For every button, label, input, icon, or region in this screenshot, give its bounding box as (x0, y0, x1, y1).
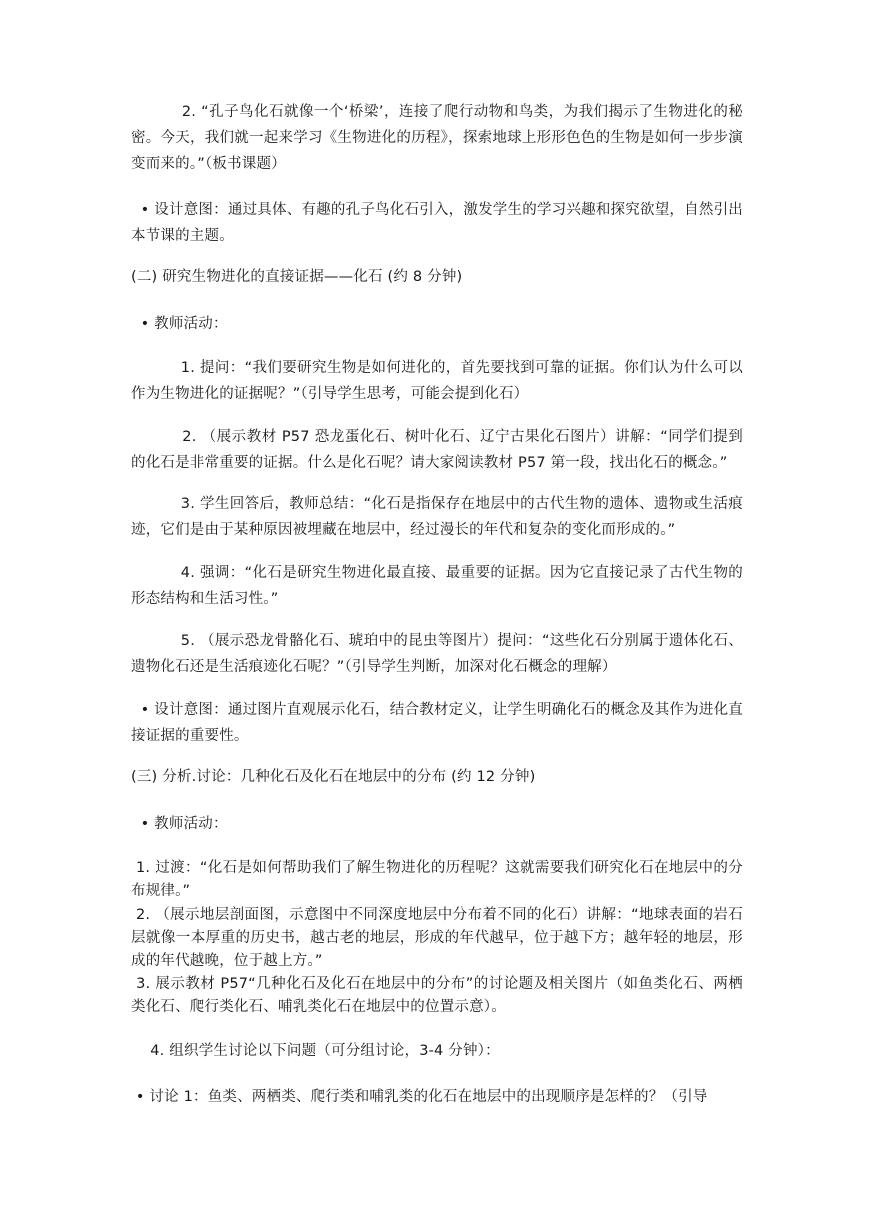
paragraph-discussion-1: • 讨论 1：鱼类、两栖类、爬行类和哺乳类的化石在地层中的出现顺序是怎样的？（引导 (131, 1089, 708, 1105)
paragraph-item-4: 4. 组织学生讨论以下问题（可分组讨论，3-4 分钟）： (131, 1043, 500, 1059)
paragraph-step-3: 3. 学生回答后，教师总结：“化石是指保存在地层中的古代生物的遗体、遗物或生活痕迹，它们是由于某种原因被埋藏在地层中，经过漫长的年代和复杂的变化而形成的。” (131, 496, 744, 538)
paragraph-design-intent-2: • 设计意图：通过图片直观展示化石，结合教材定义，让学生明确化石的概念及其作为进化直接证据的重要性。 (131, 702, 744, 744)
paragraph-step-1: 1. 提问：“我们要研究生物是如何进化的，首先要找到可靠的证据。你们认为什么可以作为生物进化的证据呢？”（引导学生思考，可能会提到化石） (131, 360, 744, 402)
paragraph-intro-continuation: 2. “孔子鸟化石就像一个‘桥梁’，连接了爬行动物和鸟类，为我们揭示了生物进化的秘密。今天，我们就一起来学习《生物进化的历程》，探索地球上形形色色的生物是如何一步步演变而来的。”（板书课题） (131, 104, 743, 172)
teacher-activity-label-2: • 教师活动： (131, 816, 228, 832)
paragraph-item-3: 3. 展示教材 P57“几种化石及化石在地层中的分布”的讨论题及相关图片（如鱼类化石、两栖类化石、爬行类化石、哺乳类化石在地层中的位置示意）。 (131, 976, 743, 1015)
paragraph-design-intent-1: • 设计意图：通过具体、有趣的孔子鸟化石引入，激发学生的学习兴趣和探究欲望，自然引出本节课的主题。 (131, 202, 744, 244)
paragraph-step-4: 4. 强调：“化石是研究生物进化最直接、最重要的证据。因为它直接记录了古代生物的形态结构和生活习性。” (131, 565, 744, 607)
section-heading-2: (二) 研究生物进化的直接证据——化石 (约 8 分钟) (131, 269, 463, 285)
paragraph-item-1: 1. 过渡：“化石是如何帮助我们了解生物进化的历程呢？这就需要我们研究化石在地层中的分布规律。” (131, 860, 743, 899)
teacher-activity-label-1: • 教师活动： (131, 316, 228, 332)
paragraph-step-5: 5. （展示恐龙骨骼化石、琥珀中的昆虫等图片）提问：“这些化石分别属于遗体化石、遗物化石还是生活痕迹化石呢？”（引导学生判断，加深对化石概念的理解） (131, 633, 744, 675)
section-heading-3: (三) 分析.讨论：几种化石及化石在地层中的分布 (约 12 分钟) (131, 769, 536, 785)
paragraph-item-2: 2. （展示地层剖面图，示意图中不同深度地层中分布着不同的化石）讲解：“地球表面的岩石层就像一本厚重的历史书，越古老的地层，形成的年代越早，位于越下方；越年轻的地层，形成的年代越晚，位于越上方。” (131, 907, 743, 969)
paragraph-step-2: 2. （展示教材 P57 恐龙蛋化石、树叶化石、辽宁古果化石图片）讲解：“同学们提到的化石是非常重要的证据。什么是化石呢？请大家阅读教材 P57 第一段，找出化石的概念。” (131, 429, 744, 471)
